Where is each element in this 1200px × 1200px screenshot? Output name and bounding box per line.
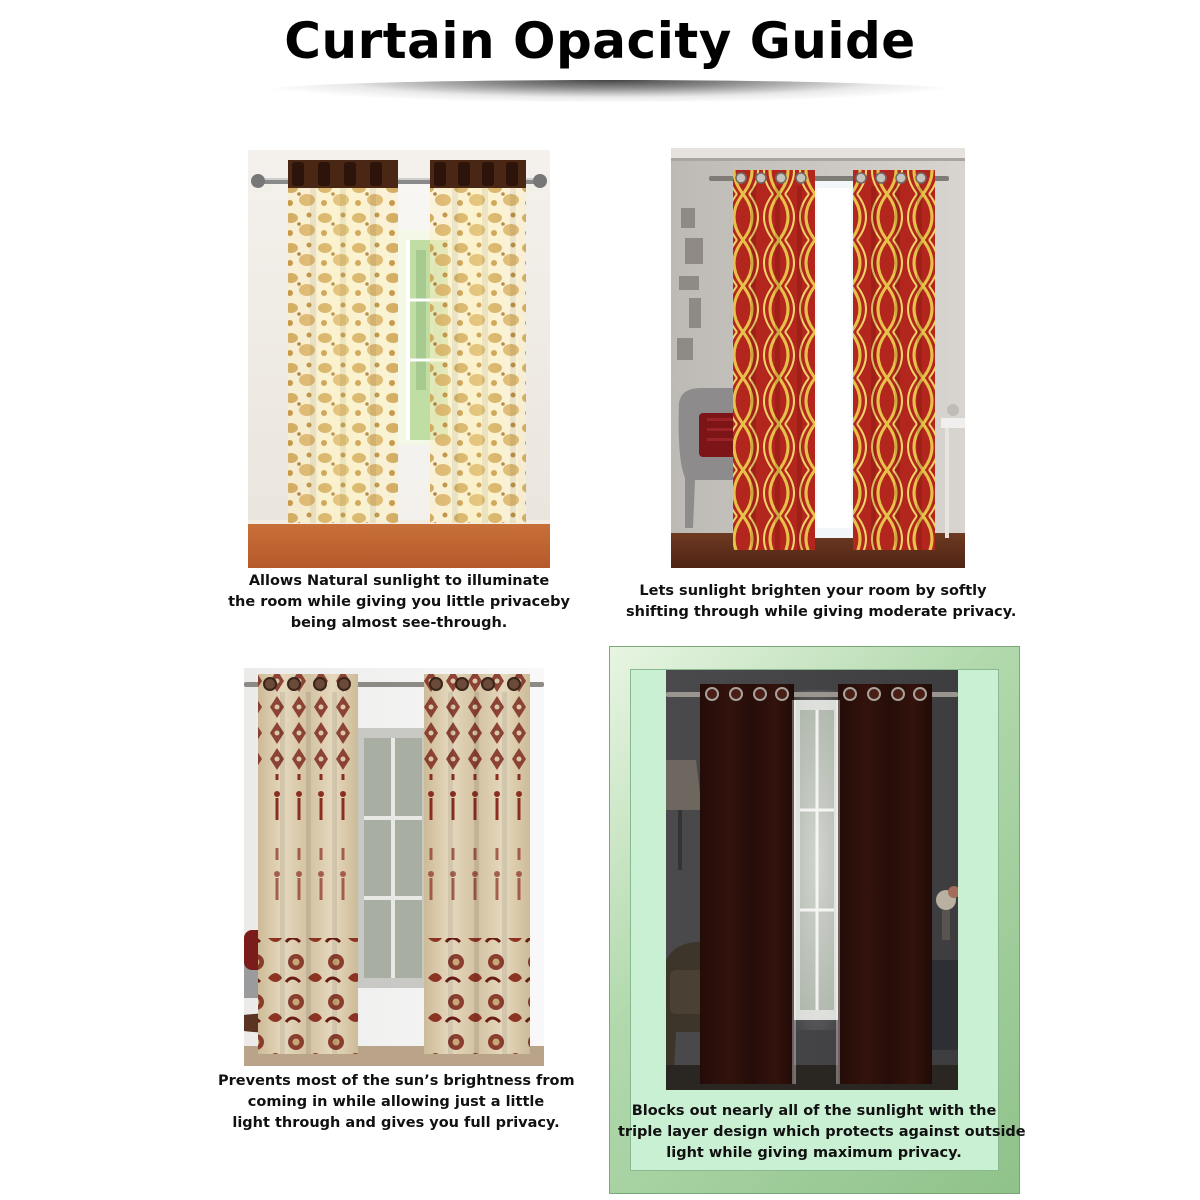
blackout-curtain-photo xyxy=(666,670,958,1090)
caption-line: being almost see-through. xyxy=(290,615,508,631)
room-darkening-caption xyxy=(218,1071,574,1134)
blackout-curtain-illustration xyxy=(666,670,958,1090)
caption-line: Prevents most of the sun’s brightness from xyxy=(218,1073,575,1089)
semi-sheer-curtain-photo xyxy=(671,148,965,568)
caption-line: coming in while allowing just a little xyxy=(247,1094,545,1110)
caption-line: light while giving maximum privacy. xyxy=(666,1145,962,1161)
caption-line: Blocks out nearly all of the sunlight with the xyxy=(631,1103,997,1119)
caption-line: the room while giving you little privaceby xyxy=(228,594,570,610)
room-darkening-curtain-illustration xyxy=(244,668,544,1066)
caption-line: triple layer design which protects against outside xyxy=(618,1124,1026,1140)
blackout-caption xyxy=(618,1101,1026,1164)
sheer-curtain-photo xyxy=(248,150,550,568)
title-underline-shadow xyxy=(260,80,960,102)
page-title: Curtain Opacity Guide xyxy=(284,12,916,70)
caption-line: Allows Natural sunlight to illuminate xyxy=(248,573,550,589)
sheer-curtain-illustration xyxy=(248,150,550,568)
caption-line: shifting through while giving moderate privacy. xyxy=(626,604,1017,620)
sheer-caption xyxy=(222,571,576,634)
caption-line: Lets sunlight brighten your room by softly xyxy=(639,583,987,599)
semi-sheer-curtain-illustration xyxy=(671,148,965,568)
caption-line: light through and gives you full privacy. xyxy=(232,1115,560,1131)
semi-sheer-caption xyxy=(626,581,1017,623)
room-darkening-curtain-photo xyxy=(244,668,544,1066)
